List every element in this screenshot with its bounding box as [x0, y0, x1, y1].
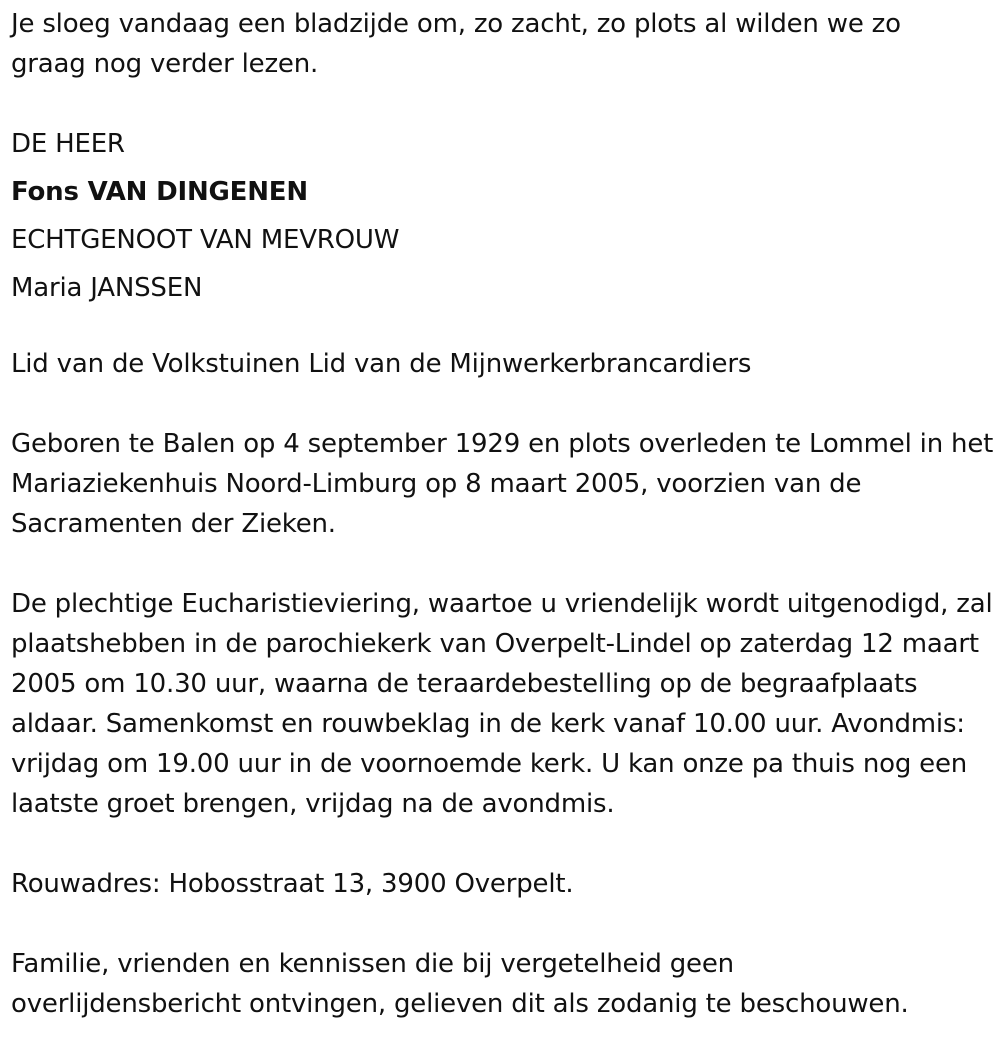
birth-death-paragraph: Geboren te Balen op 4 september 1929 en plots overleden te Lommel in het Mariaziekenhuis Noord-Limburg op 8 maart 2005, voorzien van de Sacramenten der Zieken.	[11, 429, 994, 539]
mourning-address: Rouwadres: Hobosstraat 13, 3900 Overpelt.	[11, 869, 574, 899]
memberships: Lid van de Volkstuinen Lid van de Mijnwerkerbrancardiers	[11, 349, 752, 379]
spacer	[11, 824, 996, 864]
obituary-document	[11, 4, 996, 1024]
intro-quote: Je sloeg vandaag een bladzijde om, zo zacht, zo plots al wilden we zo graag nog verder lezen.	[11, 9, 901, 79]
spacer	[11, 544, 996, 584]
deceased-name: Fons VAN DINGENEN	[11, 177, 308, 207]
spouse-title: ECHTGENOOT VAN MEVROUW	[11, 225, 400, 255]
spacer	[11, 312, 996, 344]
spacer	[11, 84, 996, 124]
spouse-name: Maria JANSSEN	[11, 273, 203, 303]
spacer	[11, 384, 996, 424]
spacer	[11, 904, 996, 944]
salutation: DE HEER	[11, 129, 125, 159]
closing-note: Familie, vrienden en kennissen die bij vergetelheid geen overlijdensbericht ontvingen, gelieven dit als zodanig te beschouwen.	[11, 949, 909, 1019]
ceremony-paragraph: De plechtige Eucharistieviering, waartoe u vriendelijk wordt uitgenodigd, zal plaatshebben in de parochiekerk van Overpelt-Lindel op zaterdag 12 maart 2005 om 10.30 uur, waarna de teraardebestelling op de begraafplaats aldaar. Samenkomst en rouwbeklag in de kerk vanaf 10.00 uur. Avondmis: vrijdag om 19.00 uur in de voornoemde kerk. U kan onze pa thuis nog een laatste groet brengen, vrijdag na de avondmis.	[11, 589, 993, 819]
name-block	[11, 120, 996, 312]
